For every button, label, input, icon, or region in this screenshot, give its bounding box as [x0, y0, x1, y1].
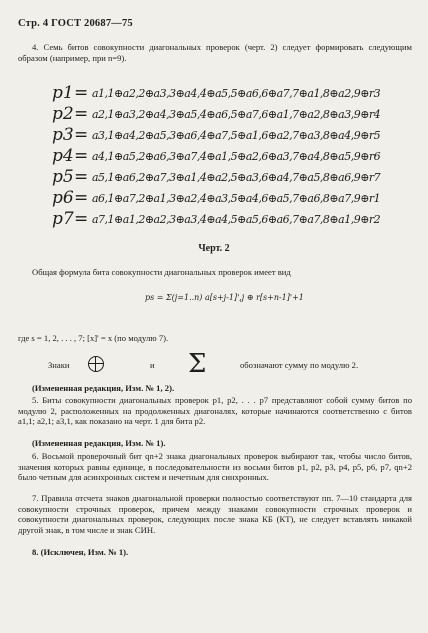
equation-lhs: p5: [52, 167, 74, 187]
intro-paragraph: 4. Семь битов совокупности диагональных проверок (черт. 2) следует формировать следующим образом (например, при n=9).: [18, 42, 412, 63]
paragraph-6: 6. Восьмой проверочный бит qn+2 знака диагональных проверок выбирают так, чтобы число битов, значения которых равны единице, в последовательности из восьми битов p1, p2, p3, p4, p5, p6, p7, qn+2 было четным для асинхронных систем и нечетным для синхронных.: [18, 451, 412, 483]
general-formula: ps = Σ(j=1..n) a[s+j-1]',j ⊕ r[s+n-1]'+1: [145, 293, 304, 302]
equation-row: [52, 167, 412, 187]
figure-caption: Черт. 2: [198, 243, 230, 254]
equals-sign: =: [74, 188, 89, 208]
equation-row: [52, 104, 412, 124]
equation-row: [52, 188, 412, 208]
edit-note-1: (Измененная редакция, Изм. № 1, 2).: [32, 383, 175, 393]
edit-note-2: (Измененная редакция, Изм. № 1).: [32, 438, 166, 448]
equation-rhs: a5,1⊕a6,2⊕a7,3⊕a1,4⊕a2,5⊕a3,6⊕a4,7⊕a5,8⊕a6,9⊕r7: [92, 171, 381, 184]
equals-sign: =: [74, 125, 89, 145]
oplus-sign-icon: [88, 356, 104, 372]
equation-row: [52, 146, 412, 166]
equals-sign: =: [74, 146, 89, 166]
equation-lhs: p4: [52, 146, 74, 166]
equation-rhs: a3,1⊕a4,2⊕a5,3⊕a6,4⊕a7,5⊕a1,6⊕a2,7⊕a3,8⊕a4,9⊕r5: [92, 129, 381, 142]
equation-rhs: a7,1⊕a1,2⊕a2,3⊕a3,4⊕a4,5⊕a5,6⊕a6,7⊕a7,8⊕a1,9⊕r2: [92, 213, 381, 226]
equation-row: [52, 83, 412, 103]
paragraph-5: 5. Биты совокупности диагональных проверок p1, p2, . . . p7 представляют собой сумму битов по модулю 2, расположенных на продолженных диагоналях, которые начинаются соответственно с битов a1,1; a2,1; a3,1, как показано на черт. 1 для бита p2.: [18, 395, 412, 427]
formula-where: где s = 1, 2, . . . , 7; [x]' = x (по модулю 7).: [18, 333, 169, 343]
paragraph-8: 8. (Исключен, Изм. № 1).: [32, 547, 129, 557]
equation-rhs: a6,1⊕a7,2⊕a1,3⊕a2,4⊕a3,5⊕a4,6⊕a5,7⊕a6,8⊕a7,9⊕r1: [92, 192, 381, 205]
equals-sign: =: [74, 209, 89, 229]
page-header: Стр. 4 ГОСТ 20687—75: [18, 18, 133, 29]
equation-row: [52, 125, 412, 145]
equation-row: [52, 209, 412, 229]
equals-sign: =: [74, 167, 89, 187]
equation-lhs: p2: [52, 104, 74, 124]
sigma-sign-icon: Σ: [188, 349, 207, 379]
equation-lhs: p3: [52, 125, 74, 145]
equation-lhs: p7: [52, 209, 74, 229]
equation-lhs: p1: [52, 83, 74, 103]
paragraph-7: 7. Правила отсчета знаков диагональной проверки полностью соответствуют пп. 7—10 стандарта для совокупности строчных проверок, причем между знаками совокупности строчных проверок и совокупности диагональных проверок, следующих после знака КБ (КТ), не следует вставлять никакой другой знак, в том числе и знак СИН.: [18, 493, 412, 535]
formula-intro: Общая формула бита совокупности диагональных проверок имеет вид: [32, 267, 291, 277]
signs-description: обозначают сумму по модулю 2.: [240, 360, 359, 370]
signs-and: и: [150, 360, 155, 370]
equation-rhs: a2,1⊕a3,2⊕a4,3⊕a5,4⊕a6,5⊕a7,6⊕a1,7⊕a2,8⊕a3,9⊕r4: [92, 108, 381, 121]
equation-rhs: a1,1⊕a2,2⊕a3,3⊕a4,4⊕a5,5⊕a6,6⊕a7,7⊕a1,8⊕a2,9⊕r3: [92, 87, 381, 100]
signs-label: Знаки: [48, 360, 70, 370]
equals-sign: =: [74, 83, 89, 103]
equation-lhs: p6: [52, 188, 74, 208]
equation-rhs: a4,1⊕a5,2⊕a6,3⊕a7,4⊕a1,5⊕a2,6⊕a3,7⊕a4,8⊕a5,9⊕r6: [92, 150, 381, 163]
equals-sign: =: [74, 104, 89, 124]
